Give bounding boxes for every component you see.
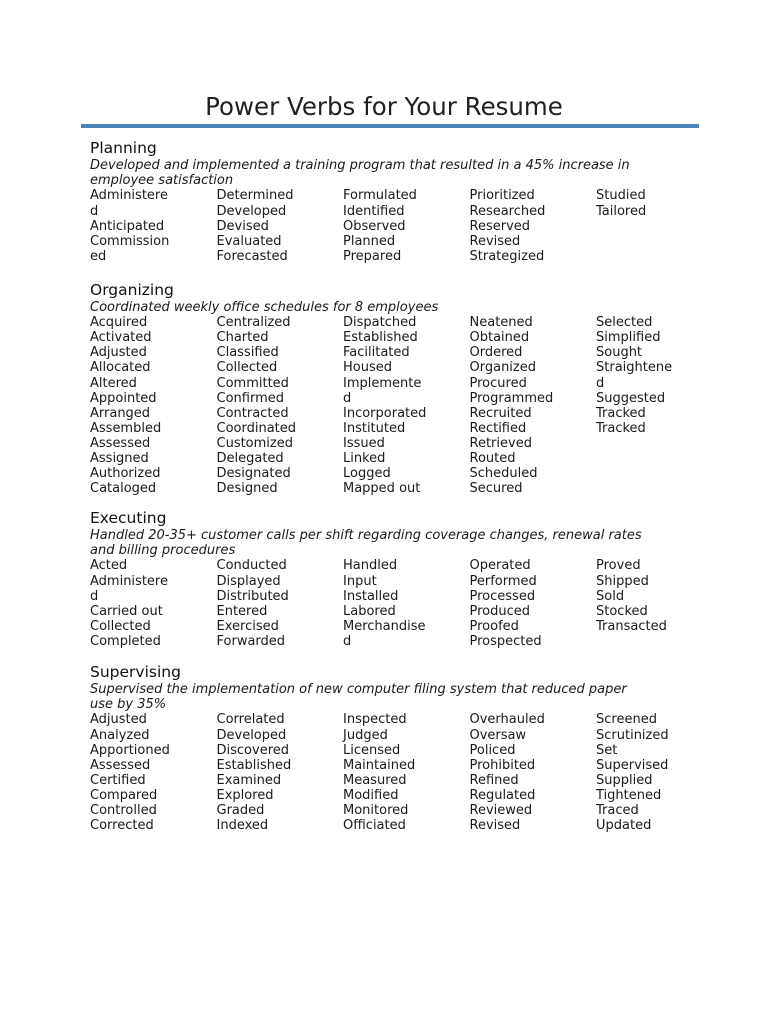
section-example: Handled 20-35+ customer calls per shift regarding coverage changes, renewal rates and billing procedures bbox=[90, 528, 642, 559]
verb-item: Secured bbox=[469, 481, 523, 497]
verb-item: Assembled bbox=[90, 420, 162, 436]
verb-item: d bbox=[90, 203, 99, 219]
verb-item: Acquired bbox=[90, 315, 148, 331]
verb-item: Ordered bbox=[469, 345, 523, 361]
verb-item: Planned bbox=[343, 233, 396, 249]
verb-item: Collected bbox=[90, 618, 151, 634]
verb-item: Issued bbox=[343, 435, 385, 451]
verb-item: Monitored bbox=[343, 802, 409, 818]
verb-item: Supplied bbox=[596, 772, 653, 788]
verb-item: Obtained bbox=[469, 330, 530, 346]
verb-item: Collected bbox=[216, 360, 278, 376]
verb-item: Routed bbox=[469, 451, 516, 467]
verb-item: Scheduled bbox=[469, 466, 538, 482]
verb-item: Classified bbox=[216, 345, 279, 361]
verb-item: Determined bbox=[216, 188, 294, 204]
verb-item: Confirmed bbox=[216, 390, 284, 406]
verb-item: Reserved bbox=[469, 218, 531, 234]
section-organizing bbox=[90, 282, 730, 496]
verb-item: Adjusted bbox=[90, 712, 147, 728]
verb-item: Stocked bbox=[596, 603, 648, 619]
verb-columns bbox=[90, 315, 730, 496]
verb-item: Conducted bbox=[216, 558, 287, 574]
title-divider bbox=[81, 124, 699, 128]
verb-item: Mapped out bbox=[343, 481, 421, 497]
verb-item: Shipped bbox=[596, 573, 649, 589]
verb-item: Formulated bbox=[343, 188, 417, 204]
verb-item: Anticipated bbox=[90, 218, 165, 234]
verb-item: d bbox=[343, 390, 352, 406]
verb-item: Inspected bbox=[343, 712, 407, 728]
verb-item: Revised bbox=[469, 818, 521, 834]
verb-item: Apportioned bbox=[90, 742, 170, 758]
verb-item: Prospected bbox=[469, 633, 542, 649]
verb-item: Linked bbox=[343, 451, 386, 467]
verb-item: Officiated bbox=[343, 818, 406, 834]
verb-item: Forecasted bbox=[216, 248, 288, 264]
verb-column bbox=[217, 558, 344, 649]
verb-column bbox=[217, 315, 344, 496]
verb-item: Tailored bbox=[596, 203, 647, 219]
verb-column bbox=[90, 188, 217, 263]
verb-column bbox=[343, 712, 470, 833]
verb-item: Supervised bbox=[596, 757, 669, 773]
verb-item: Strategized bbox=[469, 248, 545, 264]
verb-item: Selected bbox=[596, 315, 653, 331]
verb-item: Completed bbox=[90, 633, 161, 649]
verb-item: Centralized bbox=[216, 315, 291, 331]
verb-item: Scrutinized bbox=[596, 727, 669, 743]
verb-item: Operated bbox=[469, 558, 531, 574]
section-planning bbox=[90, 140, 730, 264]
verb-item: Distributed bbox=[216, 588, 289, 604]
verb-item: Traced bbox=[596, 802, 639, 818]
verb-item: Organized bbox=[469, 360, 536, 376]
verb-column bbox=[90, 558, 217, 649]
verb-item: Corrected bbox=[90, 818, 154, 834]
verb-item: Certified bbox=[90, 772, 146, 788]
section-example: Supervised the implementation of new computer filing system that reduced paper use by 35% bbox=[90, 682, 627, 713]
verb-item: Charted bbox=[216, 330, 269, 346]
verb-item: Prioritized bbox=[469, 188, 535, 204]
verb-item: Allocated bbox=[90, 360, 151, 376]
verb-item: Judged bbox=[343, 727, 388, 743]
section-executing bbox=[90, 510, 730, 649]
verb-column bbox=[596, 188, 723, 263]
verb-item: Altered bbox=[90, 375, 137, 391]
verb-item: Examined bbox=[216, 772, 282, 788]
verb-item: Activated bbox=[90, 330, 152, 346]
section-heading: Planning bbox=[90, 139, 157, 157]
verb-item: Installed bbox=[343, 588, 399, 604]
verb-item: Proved bbox=[596, 558, 641, 574]
verb-item: Cataloged bbox=[90, 481, 157, 497]
verb-item: Proofed bbox=[469, 618, 519, 634]
verb-item: Tracked bbox=[596, 405, 646, 421]
verb-item: Evaluated bbox=[216, 233, 282, 249]
verb-item: Oversaw bbox=[469, 727, 527, 743]
verb-item: Controlled bbox=[90, 802, 157, 818]
verb-item: Performed bbox=[469, 573, 537, 589]
verb-item: Licensed bbox=[343, 742, 401, 758]
verb-item: d bbox=[90, 588, 99, 604]
verb-item: Appointed bbox=[90, 390, 157, 406]
verb-item: Processed bbox=[469, 588, 536, 604]
verb-item: Discovered bbox=[216, 742, 289, 758]
verb-item: Explored bbox=[216, 787, 274, 803]
verb-item: Exercised bbox=[216, 618, 279, 634]
verb-column bbox=[470, 712, 597, 833]
verb-item: Modified bbox=[343, 787, 399, 803]
verb-item: Dispatched bbox=[343, 315, 417, 331]
verb-item: Designed bbox=[216, 481, 278, 497]
verb-item: Prohibited bbox=[469, 757, 536, 773]
verb-column bbox=[90, 712, 217, 833]
verb-item: Updated bbox=[596, 818, 652, 834]
verb-item: Neatened bbox=[469, 315, 533, 331]
verb-item: ed bbox=[90, 248, 107, 264]
verb-item: Developed bbox=[216, 727, 287, 743]
verb-item: Revised bbox=[469, 233, 521, 249]
section-supervising bbox=[90, 664, 730, 833]
verb-item: Researched bbox=[469, 203, 546, 219]
verb-item: Graded bbox=[216, 802, 265, 818]
verb-item: Devised bbox=[216, 218, 269, 234]
verb-column bbox=[343, 558, 470, 649]
verb-item: Overhauled bbox=[469, 712, 545, 728]
verb-item: Correlated bbox=[216, 712, 285, 728]
verb-item: Retrieved bbox=[469, 435, 532, 451]
verb-item: Transacted bbox=[596, 618, 667, 634]
verb-item: Measured bbox=[343, 772, 407, 788]
verb-item: Reviewed bbox=[469, 802, 533, 818]
verb-item: Tracked bbox=[596, 420, 646, 436]
verb-item: Procured bbox=[469, 375, 527, 391]
verb-item: Policed bbox=[469, 742, 516, 758]
verb-item: Programmed bbox=[469, 390, 554, 406]
verb-column bbox=[596, 712, 723, 833]
verb-item: Coordinated bbox=[216, 420, 297, 436]
verb-item: Implemente bbox=[343, 375, 422, 391]
verb-item: Input bbox=[343, 573, 377, 589]
verb-item: Sold bbox=[596, 588, 625, 604]
verb-item: Labored bbox=[343, 603, 396, 619]
verb-column bbox=[470, 188, 597, 263]
verb-item: Identified bbox=[343, 203, 405, 219]
verb-item: Prepared bbox=[343, 248, 402, 264]
verb-item: Simplified bbox=[596, 330, 661, 346]
verb-item: Observed bbox=[343, 218, 406, 234]
section-example: Coordinated weekly office schedules for 8 employees bbox=[90, 300, 439, 315]
verb-item: Assessed bbox=[90, 435, 151, 451]
verb-item: Designated bbox=[216, 466, 291, 482]
verb-item: Studied bbox=[596, 188, 646, 204]
verb-column bbox=[343, 188, 470, 263]
verb-item: Tightened bbox=[596, 787, 662, 803]
verb-column bbox=[470, 315, 597, 496]
verb-item: Straightene bbox=[596, 360, 673, 376]
verb-item: Developed bbox=[216, 203, 287, 219]
verb-item: d bbox=[343, 633, 352, 649]
verb-item: Indexed bbox=[216, 818, 269, 834]
verb-column bbox=[217, 712, 344, 833]
verb-item: Assessed bbox=[90, 757, 151, 773]
verb-item: Displayed bbox=[216, 573, 281, 589]
verb-item: Forwarded bbox=[216, 633, 286, 649]
verb-item: Acted bbox=[90, 558, 128, 574]
verb-column bbox=[470, 558, 597, 649]
verb-column bbox=[90, 315, 217, 496]
verb-item: Delegated bbox=[216, 451, 284, 467]
verb-columns bbox=[90, 712, 730, 833]
verb-item: Established bbox=[216, 757, 292, 773]
verb-item: Committed bbox=[216, 375, 289, 391]
verb-item: Administere bbox=[90, 573, 168, 589]
verb-item: Refined bbox=[469, 772, 519, 788]
section-heading: Organizing bbox=[90, 281, 174, 299]
verb-column bbox=[596, 315, 723, 496]
verb-item: Arranged bbox=[90, 405, 151, 421]
verb-column bbox=[596, 558, 723, 649]
verb-item: Logged bbox=[343, 466, 391, 482]
verb-item: Produced bbox=[469, 603, 531, 619]
section-heading: Supervising bbox=[90, 663, 181, 681]
verb-column bbox=[217, 188, 344, 263]
verb-item: Administere bbox=[90, 188, 168, 204]
verb-item: Customized bbox=[216, 435, 293, 451]
verb-item: d bbox=[596, 375, 605, 391]
verb-item: Entered bbox=[216, 603, 268, 619]
verb-item: Maintained bbox=[343, 757, 416, 773]
page-title: Power Verbs for Your Resume bbox=[205, 92, 563, 121]
verb-item: Handled bbox=[343, 558, 398, 574]
verb-columns bbox=[90, 188, 730, 263]
verb-item: Rectified bbox=[469, 420, 527, 436]
verb-item: Incorporated bbox=[343, 405, 427, 421]
verb-item: Carried out bbox=[90, 603, 163, 619]
verb-item: Merchandise bbox=[343, 618, 426, 634]
verb-item: Analyzed bbox=[90, 727, 150, 743]
verb-item: Set bbox=[596, 742, 618, 758]
verb-columns bbox=[90, 558, 730, 649]
verb-item: Contracted bbox=[216, 405, 289, 421]
verb-item: Instituted bbox=[343, 420, 406, 436]
section-heading: Executing bbox=[90, 509, 167, 527]
verb-item: Recruited bbox=[469, 405, 532, 421]
section-example: Developed and implemented a training program that resulted in a 45% increase in employee satisfaction bbox=[90, 158, 630, 189]
verb-item: Screened bbox=[596, 712, 657, 728]
verb-item: Established bbox=[343, 330, 418, 346]
verb-item: Commission bbox=[90, 233, 170, 249]
verb-item: Authorized bbox=[90, 466, 161, 482]
verb-column bbox=[343, 315, 470, 496]
verb-item: Adjusted bbox=[90, 345, 147, 361]
verb-item: Regulated bbox=[469, 787, 536, 803]
verb-item: Facilitated bbox=[343, 345, 410, 361]
verb-item: Suggested bbox=[596, 390, 666, 406]
verb-item: Compared bbox=[90, 787, 158, 803]
verb-item: Assigned bbox=[90, 451, 149, 467]
verb-item: Housed bbox=[343, 360, 392, 376]
verb-item: Sought bbox=[596, 345, 643, 361]
